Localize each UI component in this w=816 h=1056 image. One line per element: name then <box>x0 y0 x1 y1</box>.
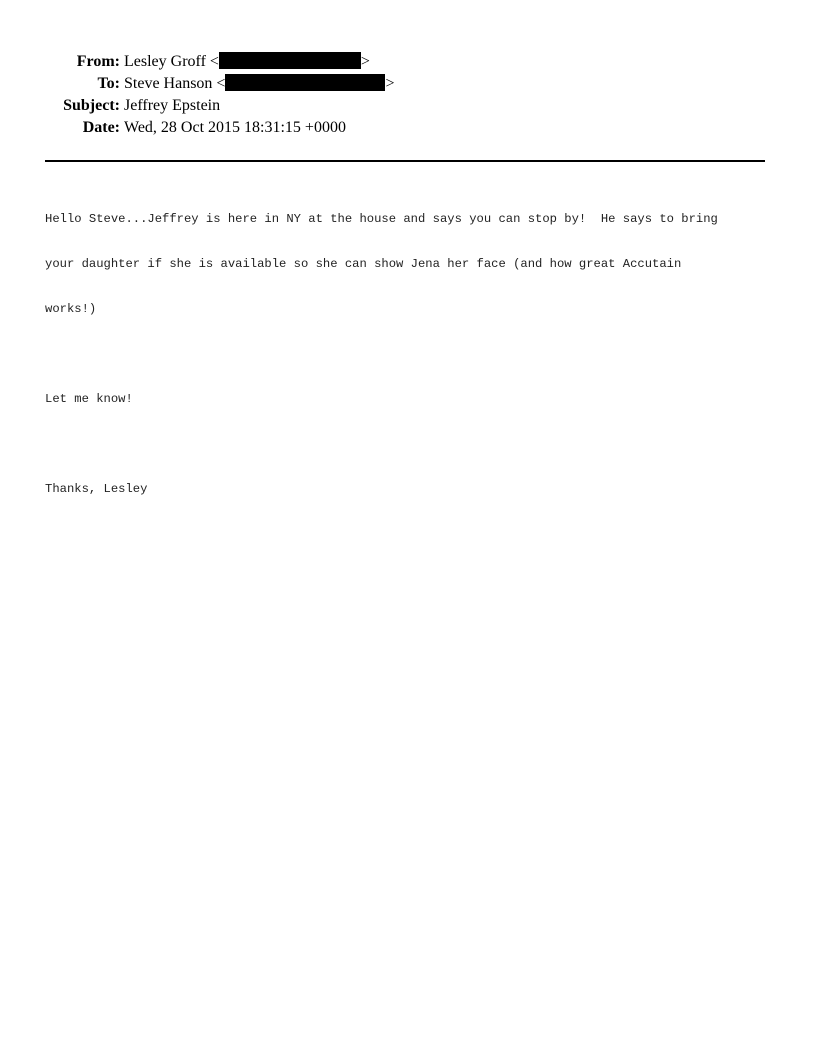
body-line: your daughter if she is available so she can show Jena her face (and how great Accutain <box>45 257 682 271</box>
paragraph-gap <box>45 347 775 362</box>
redaction-block <box>219 52 361 69</box>
body-line: works!) <box>45 302 97 316</box>
to-label: To: <box>97 75 120 92</box>
header-divider <box>45 160 765 162</box>
from-name: Lesley Groff < <box>124 53 219 70</box>
from-label: From: <box>76 53 120 70</box>
body-line: Thanks, Lesley <box>45 482 148 496</box>
from-value <box>124 52 370 72</box>
to-value <box>124 74 394 94</box>
to-close: > <box>385 75 395 92</box>
body-line: Hello Steve...Jeffrey is here in NY at the house and says you can stop by! He says to bring <box>45 212 718 226</box>
subject-value: Jeffrey Epstein <box>124 97 221 114</box>
redaction-block <box>225 74 385 91</box>
email-body <box>45 182 775 512</box>
from-close: > <box>360 53 370 70</box>
body-line: Let me know! <box>45 392 133 406</box>
to-name: Steve Hanson < <box>124 75 226 92</box>
subject-label: Subject: <box>63 97 120 114</box>
date-value: Wed, 28 Oct 2015 18:31:15 +0000 <box>124 119 346 136</box>
date-label: Date: <box>82 119 120 136</box>
paragraph-gap <box>45 437 775 452</box>
